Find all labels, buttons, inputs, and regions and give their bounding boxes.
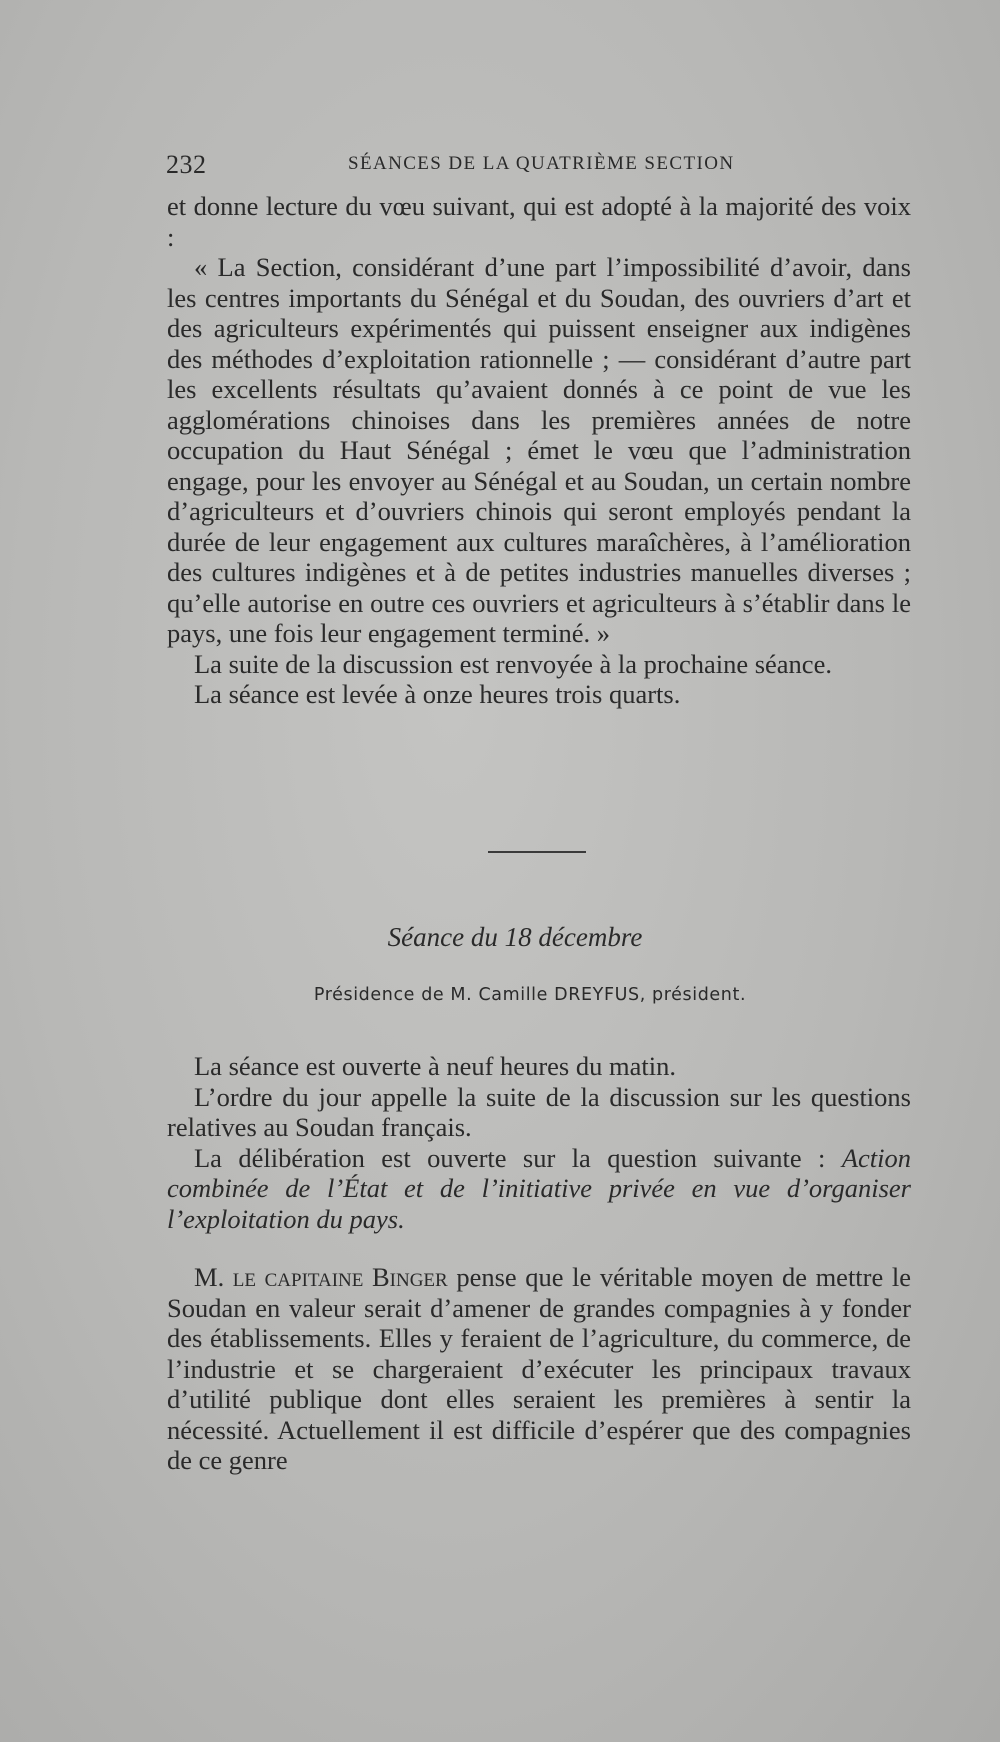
text-block-binger	[167, 1262, 911, 1476]
session-title: Séance du 18 décembre	[387, 922, 643, 952]
paragraph-question	[167, 1143, 911, 1235]
question-intro: La délibération est ouverte sur la question suivante :	[194, 1142, 842, 1173]
presidence-line: Présidence de M. Camille DREYFUS, président.	[313, 985, 747, 1005]
section-divider	[488, 851, 586, 853]
page-number: 232	[166, 150, 207, 179]
paragraph: La séance est ouverte à neuf heures du matin.	[194, 1051, 676, 1081]
paragraph: L’ordre du jour appelle la suite de la discussion sur les questions relatives au Soudan français.	[167, 1081, 911, 1142]
speaker-name: M. le capitaine Binger	[194, 1262, 448, 1292]
paragraph: La séance est levée à onze heures trois quarts.	[194, 679, 681, 709]
paragraph-binger	[167, 1262, 911, 1476]
text-block-opening	[167, 1051, 911, 1234]
speaker-text: pense que le véritable moyen de mettre le Soudan en valeur serait d’amener de grandes compagnies à y fonder des établissements. Elles y feraient de l’agriculture, du commerce, de l’industrie et se chargeraient d’exécuter les principaux travaux d’utilité publique dont elles seraient les premières à sentir la nécessité. Actuellement il est difficile d’espérer que des compagnies de ce genre	[167, 1262, 911, 1475]
text-block-vote	[167, 191, 911, 710]
paragraph-quoted-vote: « La Section, considérant d’une part l’impossibilité d’avoir, dans les centres importants du Sénégal et du Soudan, des ouvriers d’art et des agriculteurs expérimentés qui puissent enseigner aux indigènes des méthodes d’exploitation rationnelle ; — considérant d’autre part les excellents résultats qu’avaient donnés à ce point de vue les agglomérations chinoises dans les premières années de notre occupation du Haut Sénégal ; émet le vœu que l’administration engage, pour les envoyer au Sénégal et au Soudan, un certain nombre d’agriculteurs et d’ouvriers chinois qui seront employés pendant la durée de leur engagement aux cultures maraîchères, à l’amélioration des cultures indigènes et à de petites industries manuelles diverses ; qu’elle autorise en outre ces ouvriers et agriculteurs à s’établir dans le pays, une fois leur engagement terminé. »	[167, 252, 911, 648]
paragraph: et donne lecture du vœu suivant, qui est adopté à la majorité des voix :	[167, 191, 911, 252]
paragraph: La suite de la discussion est renvoyée à la prochaine séance.	[194, 648, 832, 679]
page-header	[166, 150, 916, 186]
question-title: Action combinée de l’État et de l’initiative privée en vue d’organiser l’exploitation du pays.	[167, 1142, 911, 1234]
running-head: SÉANCES DE LA QUATRIÈME SECTION	[348, 153, 735, 174]
